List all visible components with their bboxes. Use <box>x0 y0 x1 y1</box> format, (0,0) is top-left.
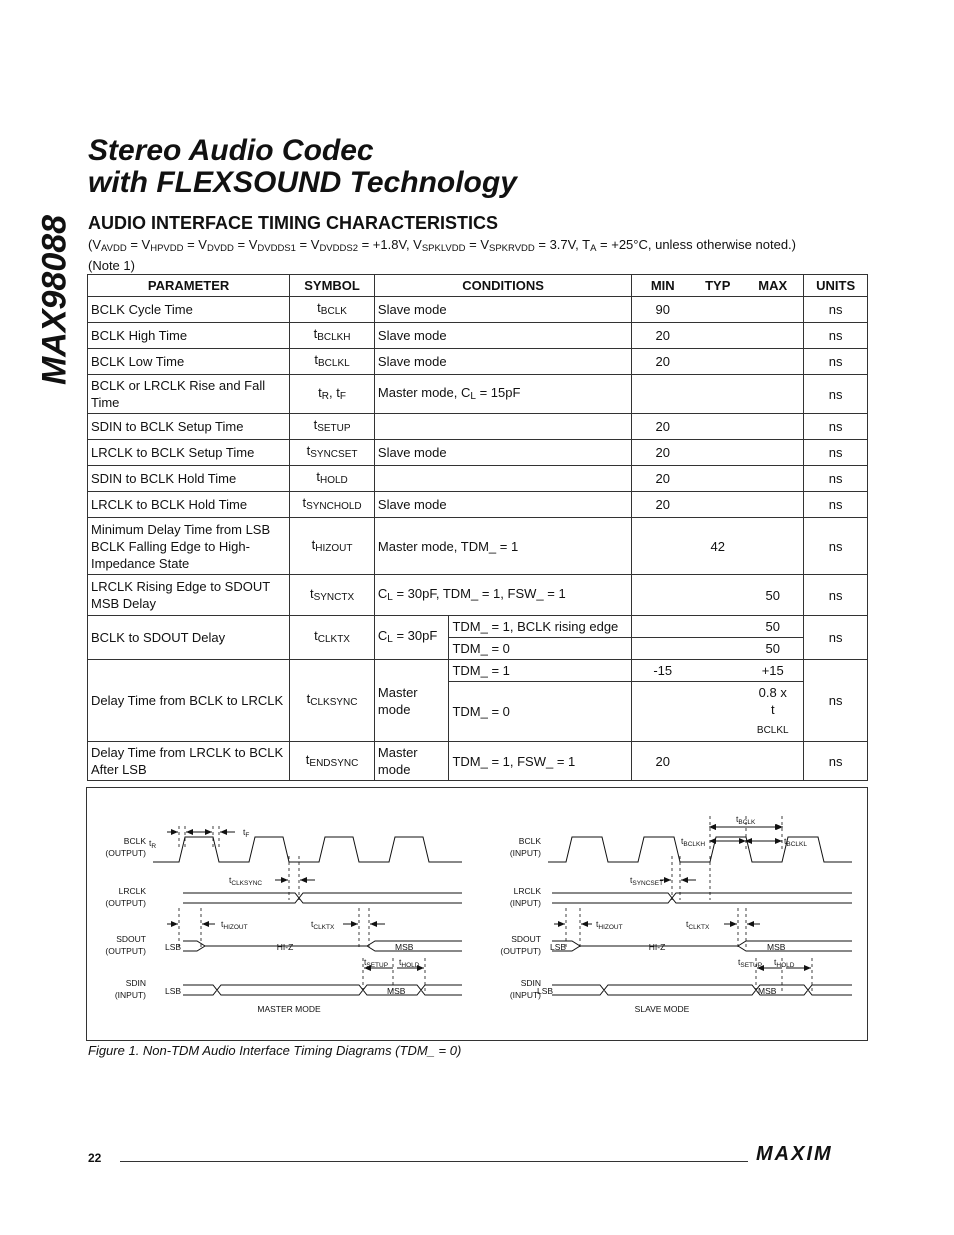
signal-direction: (OUTPUT) <box>105 898 146 908</box>
cell-values: 50 <box>632 575 804 616</box>
master-mode-diagram <box>105 826 462 1014</box>
signal-direction: (INPUT) <box>509 990 541 1000</box>
cell-units: ns <box>804 323 868 349</box>
signal-direction: (INPUT) <box>509 898 541 908</box>
maxim-logo: MAXIM <box>756 1143 833 1165</box>
cell-units: ns <box>804 466 868 492</box>
cell-values: 20 <box>632 492 804 518</box>
master-mode-label: MASTER MODE <box>257 1004 321 1014</box>
table-row <box>88 466 868 492</box>
table-row: Delay Time from LRCLK to BCLK After LSB $t_{ENDSYNC}$ Master mode TDM_ = 1, FSW_ = 1 20 ns <box>88 742 868 781</box>
tbclk-label: $t_{BCLK}$ <box>736 814 756 826</box>
signal-direction: (OUTPUT) <box>105 946 146 956</box>
header-min-typ-max: MIN TYP MAX <box>632 275 804 297</box>
cell-conditions: Slave mode <box>374 492 631 518</box>
table-row <box>88 349 868 375</box>
signal-direction: (INPUT) <box>509 848 541 858</box>
lsb-label: LSB <box>165 986 182 996</box>
tf-label: $t_F$ <box>243 827 250 839</box>
cell-conditions <box>374 414 631 440</box>
cell-parameter: Minimum Delay Time from LSB BCLK Falling Edge to High-Impedance State <box>88 518 290 575</box>
cell-symbol: $t_{SYNCTX}$ <box>290 575 375 616</box>
test-conditions: ($V_{AVDD} = V_{HPVDD} = V_{DVDD} = V_{DVDDS1} = V_{DVDDS2} = +1.8V$, $V_{SPKLVDD} = V_{SPKRVDD} = 3.7V$, $T_A = +25^\circ C$, unless otherwise noted.) (Note 1) <box>88 237 796 273</box>
hi-z-label: HI-Z <box>276 942 294 952</box>
note-ref: (Note 1) <box>88 258 135 273</box>
cell-symbol: $t_{SYNCSET}$ <box>290 440 375 466</box>
cell-parameter: BCLK or LRCLK Rise and Fall Time <box>88 375 290 414</box>
figure-caption: Figure 1. Non-TDM Audio Interface Timing Diagrams (TDM_ = 0) <box>88 1043 462 1058</box>
document-title <box>88 135 517 199</box>
table-row: Delay Time from BCLK to LRCLK $t_{CLKSYNC}$ Master mode TDM_ = 1 -15 +15 ns <box>88 660 868 682</box>
side-part-number: MAX98088 <box>35 214 74 386</box>
timing-diagram-svg <box>87 788 867 1040</box>
msb-label: MSB <box>758 986 777 996</box>
cell-symbol: $t_R$, $t_F$ <box>290 375 375 414</box>
footer-rule <box>120 1161 748 1162</box>
title-line-2: with FLEXSOUND Technology <box>88 166 517 199</box>
cell-symbol: $t_{HOLD}$ <box>290 466 375 492</box>
cell-units: ns <box>804 349 868 375</box>
signal-direction: (INPUT) <box>114 990 146 1000</box>
cell-conditions: $C_L = 30pF$, TDM_ = 1, FSW_ = 1 <box>374 575 631 616</box>
cell-symbol: $t_{HIZOUT}$ <box>290 518 375 575</box>
cell-conditions: Slave mode <box>374 440 631 466</box>
header-conditions: CONDITIONS <box>374 275 631 297</box>
cell-units: ns <box>804 440 868 466</box>
cell-symbol: $t_{BCLK}$ <box>290 297 375 323</box>
cell-values: 42 <box>632 518 804 575</box>
cell-parameter: BCLK High Time <box>88 323 290 349</box>
signal-name: SDOUT <box>116 934 146 944</box>
sdin-waveform <box>552 985 852 995</box>
cell-parameter: LRCLK Rising Edge to SDOUT MSB Delay <box>88 575 290 616</box>
cell-conditions: Master mode, TDM_ = 1 <box>374 518 631 575</box>
table-row <box>88 492 868 518</box>
cell-values: 20 <box>632 414 804 440</box>
thold-label: $t_{HOLD}$ <box>399 957 420 969</box>
cell-conditions: Slave mode <box>374 297 631 323</box>
cell-values: 20 <box>632 440 804 466</box>
cell-parameter: BCLK Cycle Time <box>88 297 290 323</box>
signal-direction: (OUTPUT) <box>500 946 541 956</box>
thizout-label: $t_{HIZOUT}$ <box>596 919 623 931</box>
cell-units: ns <box>804 492 868 518</box>
hi-z-label: HI-Z <box>648 942 666 952</box>
slave-mode-diagram <box>500 814 852 1014</box>
tclktx-label: $t_{CLKTX}$ <box>686 919 710 931</box>
signal-name: LRCLK <box>513 886 541 896</box>
table-row: BCLK to SDOUT Delay $t_{CLKTX}$ $C_L = 30pF$ TDM_ = 1, BCLK rising edge 50 ns <box>88 616 868 638</box>
thizout-label: $t_{HIZOUT}$ <box>221 919 248 931</box>
cell-values <box>632 375 804 414</box>
table-row <box>88 375 868 414</box>
header-parameter: PARAMETER <box>88 275 290 297</box>
tbclkh-label: $t_{BCLKH}$ <box>681 836 706 848</box>
timing-table <box>87 274 868 781</box>
lrclk-waveform <box>552 893 852 903</box>
signal-name: SDOUT <box>511 934 541 944</box>
signal-name: LRCLK <box>118 886 146 896</box>
sdin-waveform <box>183 985 462 995</box>
cell-values: 20 <box>632 466 804 492</box>
signal-name: SDIN <box>520 978 541 988</box>
section-title: AUDIO INTERFACE TIMING CHARACTERISTICS <box>88 213 499 233</box>
bclk-waveform <box>153 837 462 862</box>
cell-parameter: LRCLK to BCLK Hold Time <box>88 492 290 518</box>
cell-conditions: Master mode, $C_L = 15pF$ <box>374 375 631 414</box>
cell-parameter: BCLK Low Time <box>88 349 290 375</box>
cell-values: 20 <box>632 349 804 375</box>
lsb-label: LSB <box>165 942 182 952</box>
cell-units: ns <box>804 518 868 575</box>
table-row <box>88 414 868 440</box>
table-row <box>88 297 868 323</box>
title-line-1: Stereo Audio Codec <box>88 134 374 167</box>
signal-name: BCLK <box>518 836 541 846</box>
cell-symbol: $t_{SETUP}$ <box>290 414 375 440</box>
sdout-waveform <box>552 941 852 951</box>
cell-units: ns <box>804 375 868 414</box>
sdout-waveform <box>183 941 462 951</box>
cell-conditions <box>374 466 631 492</box>
cell-conditions: Slave mode <box>374 323 631 349</box>
tsyncset-label: $t_{SYNCSET}$ <box>630 875 664 887</box>
msb-label: MSB <box>395 942 414 952</box>
cell-units: ns <box>804 297 868 323</box>
page-number: 22 <box>88 1151 102 1165</box>
tsetup-label: $t_{SETUP}$ <box>738 957 763 969</box>
table-row: TDM_ = 0 50 <box>88 638 868 660</box>
tclksync-label: $t_{CLKSYNC}$ <box>229 875 263 887</box>
msb-label: MSB <box>767 942 786 952</box>
slave-mode-label: SLAVE MODE <box>634 1004 690 1014</box>
cell-conditions: Slave mode <box>374 349 631 375</box>
timing-diagram-figure <box>86 787 868 1041</box>
signal-name: SDIN <box>125 978 146 988</box>
cell-symbol: $t_{BCLKH}$ <box>290 323 375 349</box>
cell-parameter: SDIN to BCLK Hold Time <box>88 466 290 492</box>
signal-direction: (OUTPUT) <box>105 848 146 858</box>
lrclk-waveform <box>183 893 462 903</box>
thold-label: $t_{HOLD}$ <box>774 957 795 969</box>
lsb-label: LSB <box>550 942 567 952</box>
cell-values: 20 <box>632 323 804 349</box>
table-row <box>88 323 868 349</box>
table-row <box>88 440 868 466</box>
signal-name: BCLK <box>123 836 146 846</box>
cell-units: ns <box>804 575 868 616</box>
cell-symbol: $t_{BCLKL}$ <box>290 349 375 375</box>
cell-units: ns <box>804 414 868 440</box>
table-row: TDM_ = 0 0.8 x $t_{BCLKL}$ <box>88 682 868 742</box>
msb-label: MSB <box>387 986 406 996</box>
table-row <box>88 518 868 575</box>
tr-label: $t_R$ <box>149 838 157 850</box>
table-header-row <box>88 275 868 297</box>
tsetup-label: $t_{SETUP}$ <box>364 957 389 969</box>
lsb-label: LSB <box>537 986 554 996</box>
header-symbol: SYMBOL <box>290 275 375 297</box>
tclktx-label: $t_{CLKTX}$ <box>311 919 335 931</box>
header-units: UNITS <box>804 275 868 297</box>
cell-symbol: $t_{SYNCHOLD}$ <box>290 492 375 518</box>
table-row <box>88 575 868 616</box>
cell-values: 90 <box>632 297 804 323</box>
tbclkl-label: $t_{BCLKL}$ <box>784 836 807 848</box>
cell-parameter: LRCLK to BCLK Setup Time <box>88 440 290 466</box>
cell-parameter: SDIN to BCLK Setup Time <box>88 414 290 440</box>
